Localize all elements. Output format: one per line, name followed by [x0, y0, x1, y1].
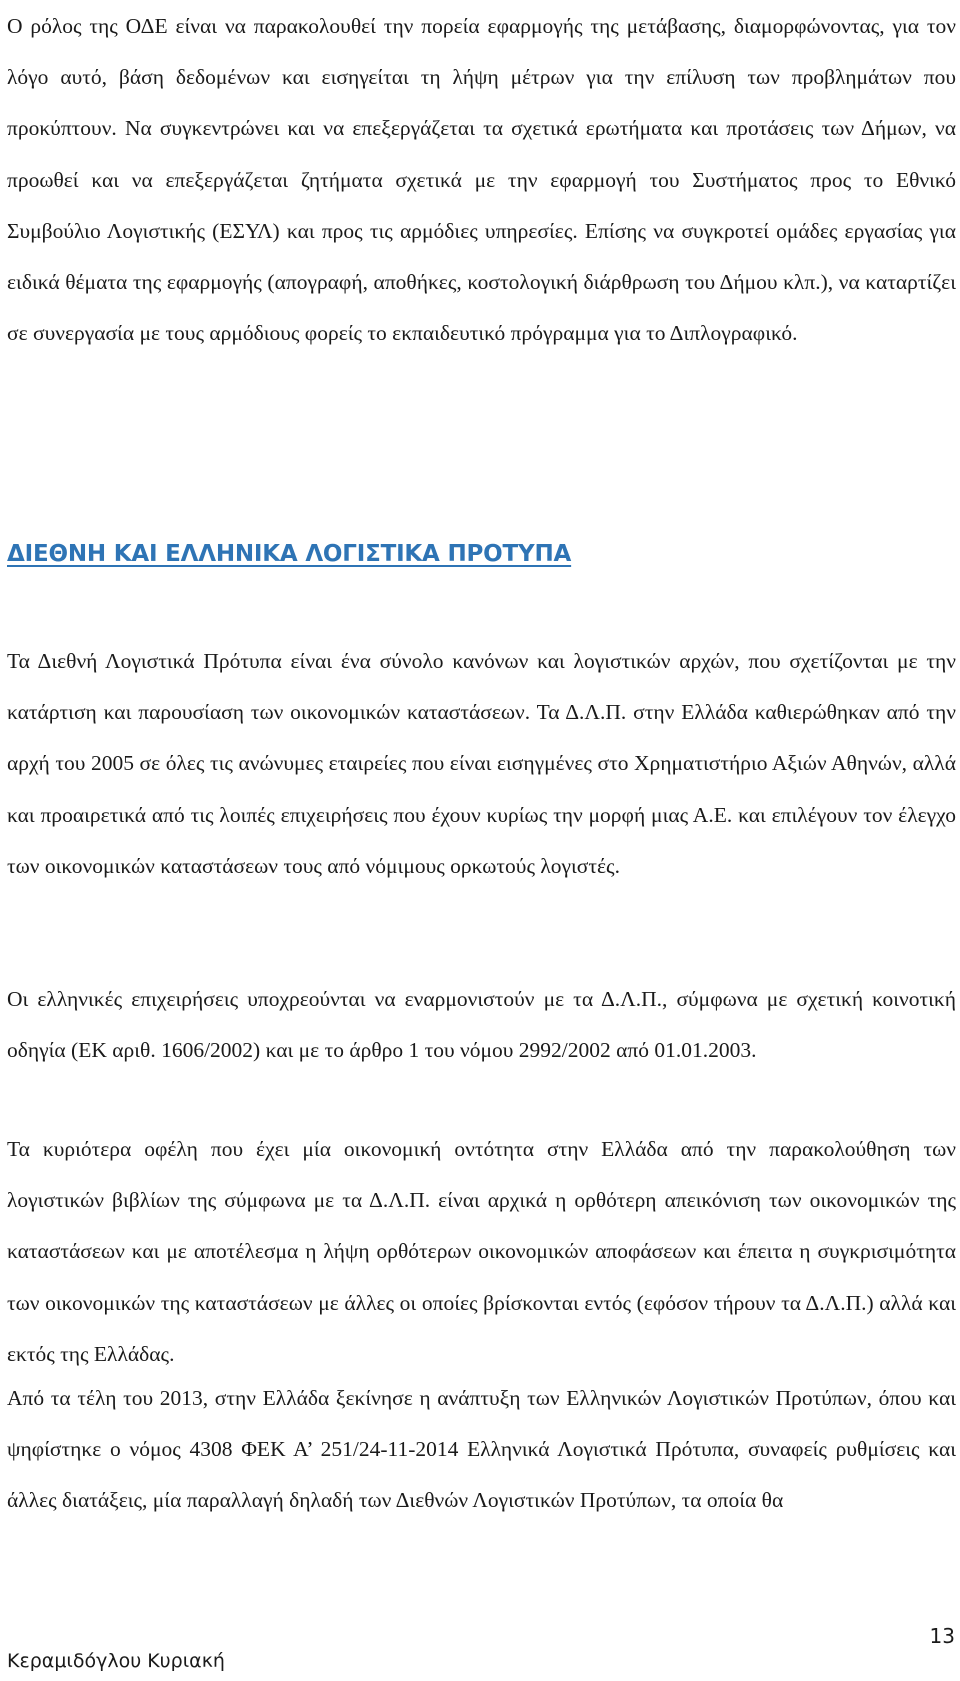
- page-number: 13: [929, 1624, 955, 1648]
- paragraph-benefits: Τα κυριότερα οφέλη που έχει μία οικονομική οντότητα στην Ελλάδα από την παρακολούθηση των λογιστικών βιβλίων της σύμφωνα με τα Δ.Λ.Π. είναι αρχικά η ορθότερη απεικόνιση των οικονομικών της καταστάσεων και με αποτέλεσμα η λήψη ορθότερων οικονομικών αποφάσεων και έπειτα η συγκρισιμότητα των οικονομικών της καταστάσεων με άλλες οι οποίες βρίσκονται εντός (εφόσον τήρουν τα Δ.Λ.Π.) αλλά και εκτός της Ελλάδας.: [7, 1137, 956, 1366]
- footer-author: Κεραμιδόγλου Κυριακή: [7, 1650, 225, 1672]
- paragraph-international-standards: Τα Διεθνή Λογιστικά Πρότυπα είναι ένα σύνολο κανόνων και λογιστικών αρχών, που σχετίζονται με την κατάρτιση και παρουσίαση των οικονομικών καταστάσεων. Τα Δ.Λ.Π. στην Ελλάδα καθιερώθηκαν από την αρχή του 2005 σε όλες τις ανώνυμες εταιρείες που είναι εισηγμένες στο Χρηματιστήριο Αξιών Αθηνών, αλλά και προαιρετικά από τις λοιπές επιχειρήσεις που έχουν κυρίως την μορφή μιας Α.Ε. και επιλέγουν τον έλεγχο των οικονομικών καταστάσεων τους από νόμιμους ορκωτούς λογιστές.: [7, 649, 956, 878]
- section-heading: ΔΙΕΘΝΗ ΚΑΙ ΕΛΛΗΝΙΚΑ ΛΟΓΙΣΤΙΚΑ ΠΡΟΤΥΠΑ: [7, 541, 572, 567]
- paragraph-greek-compliance: Οι ελληνικές επιχειρήσεις υποχρεούνται να εναρμονιστούν με τα Δ.Λ.Π., σύμφωνα με σχετική κοινοτική οδηγία (ΕΚ αριθ. 1606/2002) και με το άρθρο 1 του νόμου 2992/2002 από 01.01.2003.: [7, 987, 956, 1063]
- paragraph-greek-standards: Από τα τέλη του 2013, στην Ελλάδα ξεκίνησε η ανάπτυξη των Ελληνικών Λογιστικών Προτύπων, όπου και ψηφίστηκε ο νόμος 4308 ΦΕΚ Α’ 251/24-11-2014 Ελληνικά Λογιστικά Πρότυπα, συναφείς ρυθμίσεις και άλλες διατάξεις, μία παραλλαγή δηλαδή των Διεθνών Λογιστικών Προτύπων, τα οποία θα: [7, 1386, 956, 1513]
- paragraph-intro: Ο ρόλος της ΟΔΕ είναι να παρακολουθεί την πορεία εφαρμογής της μετάβασης, διαμορφώνοντας, για τον λόγο αυτό, βάση δεδομένων και εισηγείται τη λήψη μέτρων για την επίλυση των προβλημάτων που προκύπτουν. Να συγκεντρώνει και να επεξεργάζεται τα σχετικά ερωτήματα και προτάσεις των Δήμων, να προωθεί και να επεξεργάζεται ζητήματα σχετικά με την εφαρμογή του Συστήματος προς το Εθνικό Συμβούλιο Λογιστικής (ΕΣΥΛ) και προς τις αρμόδιες υπηρεσίες. Επίσης να συγκροτεί ομάδες εργασίας για ειδικά θέματα της εφαρμογής (απογραφή, αποθήκες, κοστολογική διάρθρωση του Δήμου κλπ.), να καταρτίζει σε συνεργασία με τους αρμόδιους φορείς το εκπαιδευτικό πρόγραμμα για το Διπλογραφικό.: [7, 14, 956, 346]
